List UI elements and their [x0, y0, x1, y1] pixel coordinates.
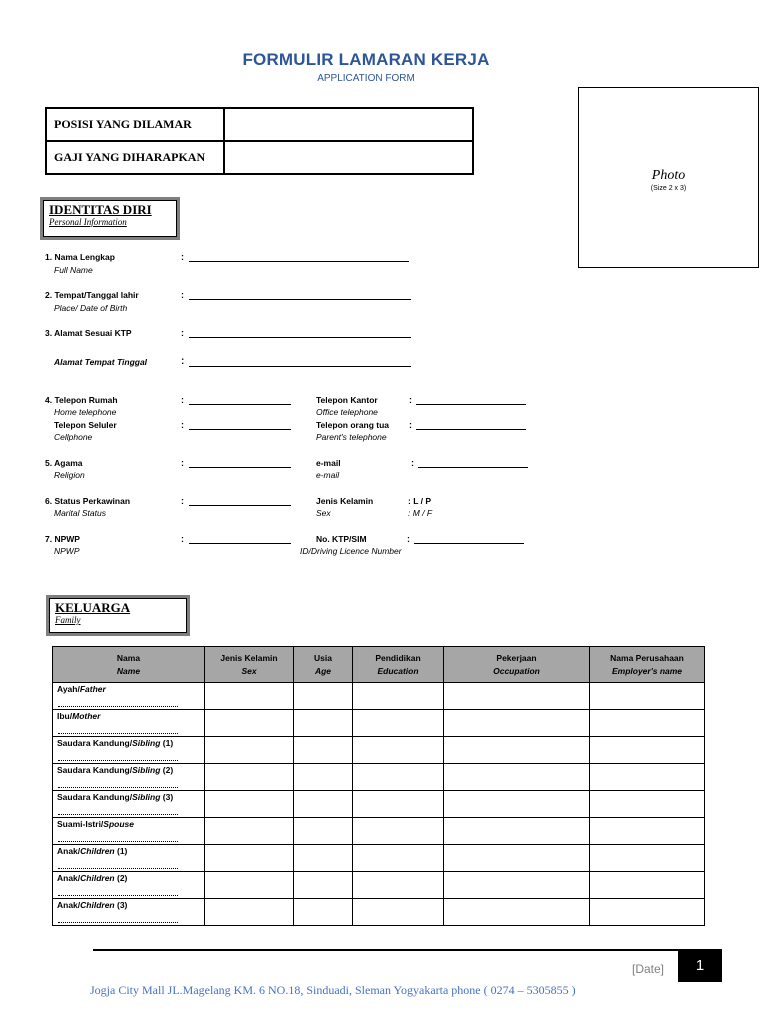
colon: :	[181, 458, 184, 468]
ktp-address-label: 3. Alamat Sesuai KTP	[45, 328, 132, 338]
name-entry-line[interactable]	[58, 895, 178, 896]
colon: :	[409, 420, 412, 430]
sex-cell[interactable]	[205, 737, 294, 764]
colon: :	[409, 395, 412, 405]
table-row	[53, 710, 705, 737]
footer-date: [Date]	[632, 962, 665, 976]
age-cell[interactable]	[294, 764, 353, 791]
sex-cell[interactable]	[205, 683, 294, 710]
ktp-sim-label: No. KTP/SIM	[316, 534, 367, 544]
education-cell[interactable]	[353, 764, 444, 791]
page-number: 1	[678, 950, 722, 982]
occupation-cell[interactable]	[444, 764, 590, 791]
family-table	[52, 646, 705, 926]
column-header-age: Usia Age	[294, 647, 353, 683]
sex-options[interactable]: : L / P	[408, 496, 431, 506]
family-section-header	[46, 595, 190, 636]
age-cell[interactable]	[294, 791, 353, 818]
photo-label: Photo	[651, 168, 686, 183]
column-header-name: Nama Name	[53, 647, 205, 683]
sex-cell[interactable]	[205, 710, 294, 737]
employer-cell[interactable]	[590, 764, 705, 791]
colon: :	[181, 534, 184, 544]
family-member-label: Anak/Children (1)	[53, 845, 205, 872]
occupation-cell[interactable]	[444, 710, 590, 737]
marital-label: 6. Status Perkawinan	[45, 496, 131, 506]
occupation-cell[interactable]	[444, 791, 590, 818]
marital-sublabel: Marital Status	[54, 508, 106, 518]
colon: :	[181, 356, 185, 367]
photo-size-note: (Size 2 x 3)	[650, 185, 687, 192]
email-sublabel: e-mail	[316, 470, 340, 480]
ktp-sim-sublabel: ID/Driving Licence Number	[300, 546, 402, 556]
colon: :	[181, 496, 184, 506]
family-member-label: Anak/Children (3)	[53, 899, 205, 926]
position-table	[45, 107, 474, 175]
sex-sublabel: Sex	[316, 508, 331, 518]
religion-label: 5. Agama	[45, 458, 83, 468]
salary-label: GAJI YANG DIHARAPKAN	[46, 141, 224, 174]
occupation-cell[interactable]	[444, 845, 590, 872]
identity-section-header	[40, 197, 180, 240]
home-phone-sublabel: Home telephone	[54, 407, 117, 417]
age-cell[interactable]	[294, 818, 353, 845]
religion-field[interactable]	[189, 467, 291, 468]
education-cell[interactable]	[353, 818, 444, 845]
religion-sublabel: Religion	[54, 470, 85, 480]
sex-label: Jenis Kelamin	[316, 496, 374, 506]
employer-cell[interactable]	[590, 737, 705, 764]
parent-phone-label: Telepon orang tua	[316, 420, 390, 430]
employer-cell[interactable]	[590, 899, 705, 926]
occupation-cell[interactable]	[444, 737, 590, 764]
name-entry-line[interactable]	[58, 868, 178, 869]
education-cell[interactable]	[353, 845, 444, 872]
education-cell[interactable]	[353, 872, 444, 899]
table-row	[53, 764, 705, 791]
sex-options-en: : M / F	[408, 508, 433, 518]
table-row	[53, 737, 705, 764]
education-cell[interactable]	[353, 899, 444, 926]
family-member-label: Saudara Kandung/Sibling (1)	[53, 737, 205, 764]
table-row	[53, 683, 705, 710]
family-member-label: Suami-Istri/Spouse	[53, 818, 205, 845]
sex-cell[interactable]	[205, 845, 294, 872]
colon: :	[181, 420, 184, 430]
table-row	[53, 845, 705, 872]
office-phone-sublabel: Office telephone	[316, 407, 378, 417]
birth-label: 2. Tempat/Tanggal lahir	[45, 290, 139, 300]
sex-cell[interactable]	[205, 899, 294, 926]
table-row	[53, 818, 705, 845]
family-member-label: Ibu/Mother	[53, 710, 205, 737]
photo-box[interactable]	[578, 87, 759, 268]
family-member-label: Saudara Kandung/Sibling (3)	[53, 791, 205, 818]
parent-phone-sublabel: Parent's telephone	[316, 432, 387, 442]
footer-address: Jogja City Mall JL.Magelang KM. 6 NO.18, Sinduadi, Sleman Yogyakarta phone ( 0274 – 5305855 )	[90, 983, 576, 997]
name-entry-line[interactable]	[58, 841, 178, 842]
parent-phone-field[interactable]	[416, 429, 526, 430]
colon: :	[181, 252, 184, 262]
birth-sublabel: Place/ Date of Birth	[54, 303, 128, 313]
name-entry-line[interactable]	[58, 814, 178, 815]
birth-field[interactable]	[189, 299, 411, 300]
npwp-sublabel: NPWP	[54, 546, 80, 556]
salary-field[interactable]	[224, 141, 473, 174]
cellphone-field[interactable]	[189, 429, 291, 430]
position-field[interactable]	[224, 108, 473, 141]
name-entry-line[interactable]	[58, 706, 178, 707]
office-phone-field[interactable]	[416, 404, 526, 405]
full-name-sublabel: Full Name	[54, 265, 93, 275]
occupation-cell[interactable]	[444, 683, 590, 710]
employer-cell[interactable]	[590, 710, 705, 737]
age-cell[interactable]	[294, 710, 353, 737]
ktp-address-field[interactable]	[189, 337, 411, 338]
employer-cell[interactable]	[590, 683, 705, 710]
name-entry-line[interactable]	[58, 733, 178, 734]
home-phone-field[interactable]	[189, 404, 291, 405]
employer-cell[interactable]	[590, 818, 705, 845]
full-name-label: 1. Nama Lengkap	[45, 252, 115, 262]
education-cell[interactable]	[353, 683, 444, 710]
sex-cell[interactable]	[205, 818, 294, 845]
occupation-cell[interactable]	[444, 899, 590, 926]
marital-field[interactable]	[189, 505, 291, 506]
name-entry-line[interactable]	[58, 922, 178, 923]
position-label: POSISI YANG DILAMAR	[46, 108, 224, 141]
family-section-title: KELUARGA	[55, 600, 131, 615]
colon: :	[181, 290, 184, 300]
education-cell[interactable]	[353, 791, 444, 818]
education-cell[interactable]	[353, 710, 444, 737]
email-field[interactable]	[418, 467, 528, 468]
column-header-employer: Nama Perusahaan Employer's name	[590, 647, 705, 683]
home-phone-label: 4. Telepon Rumah	[45, 395, 118, 405]
npwp-field[interactable]	[189, 543, 291, 544]
colon: :	[181, 395, 184, 405]
age-cell[interactable]	[294, 683, 353, 710]
sex-cell[interactable]	[205, 764, 294, 791]
employer-cell[interactable]	[590, 872, 705, 899]
cellphone-label: Telepon Seluler	[54, 420, 117, 430]
identity-section-subtitle: Personal Information	[49, 217, 127, 227]
column-header-sex: Jenis Kelamin Sex	[205, 647, 294, 683]
form-subtitle: APPLICATION FORM	[317, 73, 415, 84]
home-address-field[interactable]	[189, 366, 411, 367]
family-member-label: Anak/Children (2)	[53, 872, 205, 899]
education-cell[interactable]	[353, 737, 444, 764]
ktp-sim-field[interactable]	[414, 543, 524, 544]
colon: :	[411, 458, 414, 468]
occupation-cell[interactable]	[444, 818, 590, 845]
age-cell[interactable]	[294, 845, 353, 872]
table-row	[53, 791, 705, 818]
column-header-occupation: Pekerjaan Occupation	[444, 647, 590, 683]
family-section-subtitle: Family	[55, 615, 81, 625]
column-header-education: Pendidikan Education	[353, 647, 444, 683]
npwp-label: 7. NPWP	[45, 534, 80, 544]
email-label: e-mail	[316, 458, 341, 468]
occupation-cell[interactable]	[444, 872, 590, 899]
sex-cell[interactable]	[205, 872, 294, 899]
colon: :	[181, 328, 184, 338]
colon: :	[407, 534, 410, 544]
employer-cell[interactable]	[590, 845, 705, 872]
footer-divider	[93, 949, 722, 951]
full-name-field[interactable]	[189, 261, 409, 262]
family-member-label: Ayah/Father	[53, 683, 205, 710]
family-member-label: Saudara Kandung/Sibling (2)	[53, 764, 205, 791]
table-row	[53, 899, 705, 926]
name-entry-line[interactable]	[58, 760, 178, 761]
sex-cell[interactable]	[205, 791, 294, 818]
table-row	[53, 872, 705, 899]
identity-section-title: IDENTITAS DIRI	[49, 202, 152, 217]
name-entry-line[interactable]	[58, 787, 178, 788]
form-title: FORMULIR LAMARAN KERJA	[242, 50, 490, 69]
office-phone-label: Telepon Kantor	[316, 395, 378, 405]
age-cell[interactable]	[294, 737, 353, 764]
home-address-label: Alamat Tempat Tinggal	[54, 357, 148, 367]
age-cell[interactable]	[294, 872, 353, 899]
age-cell[interactable]	[294, 899, 353, 926]
cellphone-sublabel: Cellphone	[54, 432, 93, 442]
employer-cell[interactable]	[590, 791, 705, 818]
